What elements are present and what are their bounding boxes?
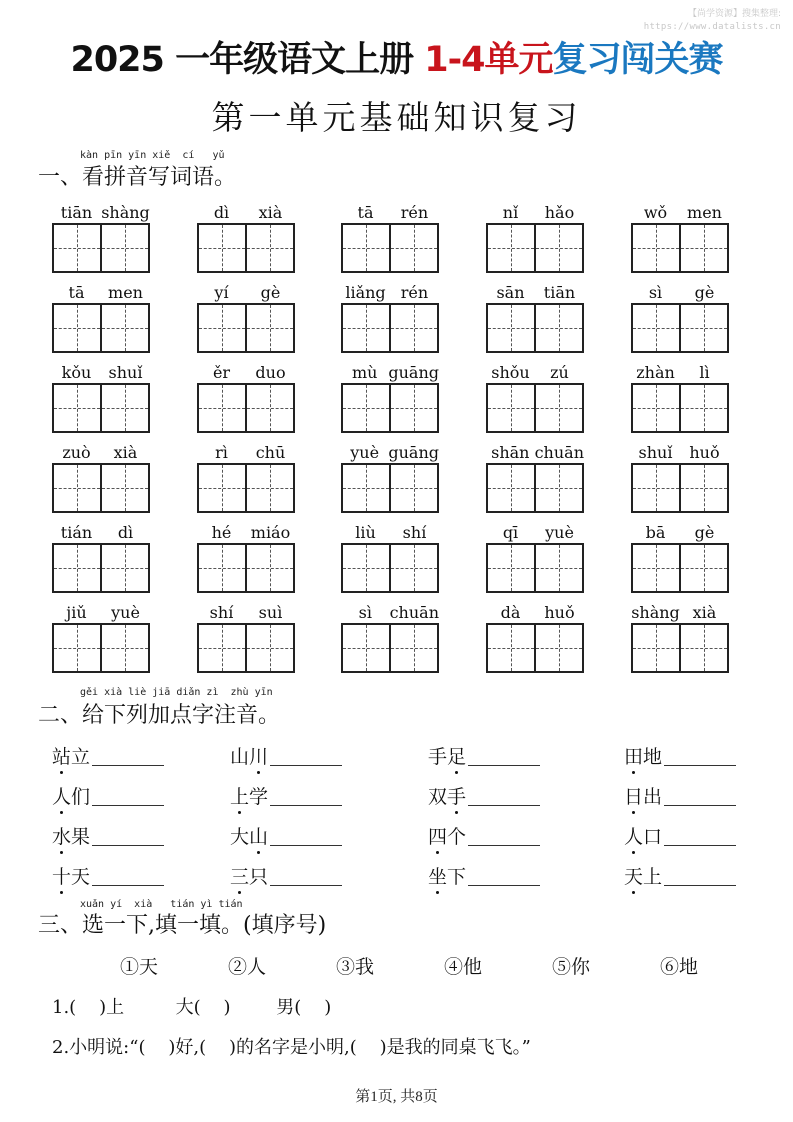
syllable: rì: [215, 443, 228, 462]
writing-boxes[interactable]: [631, 543, 729, 593]
tianzige-box[interactable]: [679, 625, 727, 671]
word-pinyin: [486, 523, 584, 543]
writing-boxes[interactable]: [52, 463, 150, 513]
writing-boxes[interactable]: [52, 223, 150, 273]
tianzige-box[interactable]: [488, 225, 534, 271]
syllable: dì: [213, 203, 230, 222]
writing-boxes[interactable]: [486, 383, 584, 433]
syllable: kǒu: [61, 363, 92, 382]
syllable: lì: [699, 363, 710, 382]
tianzige-box[interactable]: [343, 465, 389, 511]
syllable: xià: [258, 203, 283, 222]
phonetic-item: [230, 785, 342, 809]
tianzige-box[interactable]: [54, 625, 100, 671]
writing-boxes[interactable]: [486, 543, 584, 593]
syllable: tā: [357, 203, 374, 222]
phonetic-item: [624, 745, 736, 769]
answer-blank[interactable]: [270, 826, 342, 846]
word-pinyin: [341, 523, 439, 543]
dotted-character: 手: [447, 786, 467, 808]
section2-pinyin: gěi xià liè jiā diǎn zì zhù yīn: [80, 687, 273, 698]
section2-title: 二、给下列加点字注音。: [38, 703, 281, 728]
word-pinyin: [197, 283, 295, 303]
tianzige-box[interactable]: [199, 625, 245, 671]
tianzige-box[interactable]: [54, 385, 100, 431]
writing-boxes[interactable]: [486, 463, 584, 513]
phonetic-item: [230, 825, 342, 849]
tianzige-box[interactable]: [245, 225, 293, 271]
tianzige-box[interactable]: [679, 305, 727, 351]
tianzige-box[interactable]: [534, 625, 582, 671]
syllable: rén: [400, 283, 429, 302]
dotted-character: 四: [428, 826, 448, 848]
tianzige-box[interactable]: [389, 465, 437, 511]
syllable: huǒ: [544, 603, 575, 622]
option-2: ②人: [228, 956, 267, 978]
writing-boxes[interactable]: [341, 383, 439, 433]
syllable: shān: [491, 443, 530, 462]
phonetic-item: [428, 825, 540, 849]
tianzige-box[interactable]: [343, 305, 389, 351]
character: 双: [428, 786, 448, 808]
dotted-character: 日: [624, 786, 644, 808]
tianzige-box[interactable]: [245, 545, 293, 591]
phonetic-item: [428, 865, 540, 889]
writing-boxes[interactable]: [197, 223, 295, 273]
section1-pinyin: kàn pīn yīn xiě cí yǔ: [80, 150, 225, 161]
word-pinyin: [52, 363, 150, 383]
tianzige-box[interactable]: [679, 545, 727, 591]
tianzige-box[interactable]: [199, 545, 245, 591]
syllable: nǐ: [502, 203, 519, 222]
watermark: [644, 8, 781, 34]
tianzige-box[interactable]: [389, 625, 437, 671]
tianzige-box[interactable]: [534, 305, 582, 351]
word-pinyin: [197, 523, 295, 543]
word-pinyin: [631, 443, 729, 463]
tianzige-box[interactable]: [100, 385, 148, 431]
question-1[interactable]: 1.( )上 大( ) 男( ): [52, 997, 332, 1018]
syllable: guāng: [388, 363, 439, 382]
syllable: bā: [645, 523, 666, 542]
page-title: [0, 38, 793, 82]
writing-boxes[interactable]: [486, 303, 584, 353]
syllable: zhàn: [636, 363, 675, 382]
syllable: mù: [351, 363, 378, 382]
tianzige-box[interactable]: [54, 465, 100, 511]
writing-boxes[interactable]: [197, 543, 295, 593]
writing-boxes[interactable]: [341, 543, 439, 593]
phonetic-item: [428, 745, 540, 769]
syllable: shàng: [101, 203, 150, 222]
syllable: men: [687, 203, 722, 222]
dotted-character: 田: [624, 746, 644, 768]
watermark-url: https://www.datalists.cn: [643, 22, 781, 32]
tianzige-box[interactable]: [199, 225, 245, 271]
phonetic-item: [52, 865, 164, 889]
option-4: ④他: [444, 956, 483, 978]
writing-boxes[interactable]: [52, 623, 150, 673]
tianzige-box[interactable]: [245, 465, 293, 511]
dotted-character: 水: [52, 826, 72, 848]
syllable: huǒ: [689, 443, 720, 462]
syllable: gè: [694, 283, 715, 302]
word-pinyin: [486, 363, 584, 383]
syllable: xià: [113, 443, 138, 462]
section3-pinyin: xuǎn yí xià tián yì tián: [80, 899, 243, 910]
syllable: xià: [692, 603, 717, 622]
tianzige-box[interactable]: [488, 545, 534, 591]
word-pinyin: [197, 203, 295, 223]
character: 学: [249, 786, 269, 808]
question-2[interactable]: 2.小明说:“( )好,( )的名字是小明,( )是我的同桌飞飞。”: [52, 1037, 531, 1058]
tianzige-box[interactable]: [679, 225, 727, 271]
word-pinyin: [631, 283, 729, 303]
character: 下: [447, 866, 467, 888]
syllable: qī: [502, 523, 519, 542]
syllable: yuè: [350, 443, 380, 462]
tianzige-box[interactable]: [534, 545, 582, 591]
syllable: ěr: [212, 363, 231, 382]
answer-blank[interactable]: [92, 786, 164, 806]
tianzige-box[interactable]: [389, 225, 437, 271]
tianzige-box[interactable]: [199, 305, 245, 351]
phonetic-item: [428, 785, 540, 809]
dotted-character: 人: [52, 786, 72, 808]
syllable: duo: [255, 363, 286, 382]
syllable: tiān: [60, 203, 93, 222]
phonetic-item: [624, 865, 736, 889]
syllable: jiǔ: [66, 603, 87, 622]
syllable: sì: [648, 283, 663, 302]
answer-blank[interactable]: [92, 826, 164, 846]
dotted-character: 山: [249, 826, 269, 848]
tianzige-box[interactable]: [343, 225, 389, 271]
character: 山: [230, 746, 250, 768]
tianzige-box[interactable]: [534, 465, 582, 511]
answer-blank[interactable]: [468, 786, 540, 806]
writing-boxes[interactable]: [631, 303, 729, 353]
tianzige-box[interactable]: [633, 305, 679, 351]
syllable: dì: [117, 523, 134, 542]
tianzige-box[interactable]: [633, 225, 679, 271]
writing-boxes[interactable]: [197, 463, 295, 513]
phonetic-item: [52, 745, 164, 769]
word-pinyin: [486, 203, 584, 223]
tianzige-box[interactable]: [488, 465, 534, 511]
syllable: wǒ: [643, 203, 668, 222]
writing-boxes[interactable]: [631, 223, 729, 273]
tianzige-box[interactable]: [100, 625, 148, 671]
answer-blank[interactable]: [92, 866, 164, 886]
answer-blank[interactable]: [664, 866, 736, 886]
syllable: rén: [400, 203, 429, 222]
phonetic-item: [624, 785, 736, 809]
character: 口: [643, 826, 663, 848]
word-pinyin: [197, 363, 295, 383]
syllable: shàng: [631, 603, 680, 622]
page-number: 第1页, 共8页: [355, 1089, 438, 1105]
answer-blank[interactable]: [468, 866, 540, 886]
character: 们: [71, 786, 91, 808]
syllable: sì: [358, 603, 372, 622]
syllable: chuān: [534, 443, 584, 462]
title-grade: 2025 一年级语文上册: [70, 40, 425, 80]
syllable: sān: [496, 283, 525, 302]
tianzige-box[interactable]: [488, 305, 534, 351]
tianzige-box[interactable]: [633, 545, 679, 591]
syllable: shǒu: [491, 363, 530, 382]
writing-boxes[interactable]: [197, 303, 295, 353]
answer-blank[interactable]: [270, 786, 342, 806]
syllable: tián: [60, 523, 93, 542]
option-5: ⑤你: [552, 956, 591, 978]
character: 上: [643, 866, 663, 888]
syllable: shuǐ: [108, 363, 143, 382]
word-pinyin: [631, 523, 729, 543]
syllable: chuān: [389, 603, 439, 622]
answer-blank[interactable]: [92, 746, 164, 766]
dotted-character: 坐: [428, 866, 448, 888]
tianzige-box[interactable]: [54, 305, 100, 351]
tianzige-box[interactable]: [100, 465, 148, 511]
syllable: hǎo: [544, 203, 575, 222]
syllable: shí: [402, 523, 427, 542]
character: 个: [447, 826, 467, 848]
character: 出: [643, 786, 663, 808]
word-pinyin: [631, 603, 729, 623]
syllable: yuè: [545, 523, 574, 542]
tianzige-box[interactable]: [633, 385, 679, 431]
syllable: gè: [694, 523, 715, 542]
writing-boxes[interactable]: [631, 463, 729, 513]
tianzige-box[interactable]: [633, 625, 679, 671]
character: 果: [71, 826, 91, 848]
option-6: ⑥地: [660, 956, 699, 978]
word-pinyin: [52, 443, 150, 463]
dotted-character: 天: [624, 866, 644, 888]
phonetic-item: [230, 865, 342, 889]
word-pinyin: [52, 603, 150, 623]
dotted-character: 足: [447, 746, 467, 768]
syllable: suì: [258, 603, 283, 622]
tianzige-box[interactable]: [245, 625, 293, 671]
dotted-character: 十: [52, 866, 72, 888]
word-pinyin: [341, 363, 439, 383]
option-1: ①天: [120, 956, 159, 978]
word-pinyin: [52, 523, 150, 543]
tianzige-box[interactable]: [100, 545, 148, 591]
word-pinyin: [341, 203, 439, 223]
option-3: ③我: [336, 956, 375, 978]
word-pinyin: [486, 283, 584, 303]
title-units: 1-4单元: [424, 40, 553, 80]
word-pinyin: [631, 363, 729, 383]
writing-boxes[interactable]: [631, 383, 729, 433]
character: 立: [71, 746, 91, 768]
word-pinyin: [341, 283, 439, 303]
writing-boxes[interactable]: [52, 383, 150, 433]
phonetic-item: [230, 745, 342, 769]
writing-boxes[interactable]: [486, 623, 584, 673]
answer-blank[interactable]: [664, 746, 736, 766]
tianzige-box[interactable]: [343, 625, 389, 671]
syllable: yuè: [111, 603, 140, 622]
watermark-source: 【尚学资源】搜集整理:: [687, 9, 781, 19]
tianzige-box[interactable]: [488, 625, 534, 671]
syllable: dà: [500, 603, 521, 622]
answer-blank[interactable]: [664, 826, 736, 846]
phonetic-item: [52, 825, 164, 849]
writing-boxes[interactable]: [52, 543, 150, 593]
tianzige-box[interactable]: [534, 385, 582, 431]
word-pinyin: [52, 283, 150, 303]
tianzige-box[interactable]: [389, 545, 437, 591]
answer-blank[interactable]: [270, 746, 342, 766]
word-pinyin: [197, 443, 295, 463]
writing-boxes[interactable]: [486, 223, 584, 273]
tianzige-box[interactable]: [679, 385, 727, 431]
syllable: tiān: [543, 283, 576, 302]
answer-blank[interactable]: [468, 746, 540, 766]
word-pinyin: [52, 203, 150, 223]
character: 地: [643, 746, 663, 768]
writing-boxes[interactable]: [631, 623, 729, 673]
tianzige-box[interactable]: [245, 385, 293, 431]
syllable: shuǐ: [638, 443, 673, 462]
syllable: tā: [68, 283, 85, 302]
syllable: yí: [214, 283, 229, 302]
tianzige-box[interactable]: [54, 225, 100, 271]
word-pinyin: [341, 603, 439, 623]
character: 只: [249, 866, 269, 888]
word-pinyin: [197, 603, 295, 623]
tianzige-box[interactable]: [343, 545, 389, 591]
word-pinyin: [341, 443, 439, 463]
word-pinyin: [486, 443, 584, 463]
writing-boxes[interactable]: [197, 623, 295, 673]
tianzige-box[interactable]: [199, 465, 245, 511]
syllable: men: [108, 283, 143, 302]
writing-boxes[interactable]: [341, 223, 439, 273]
writing-boxes[interactable]: [341, 463, 439, 513]
character: 大: [230, 826, 250, 848]
tianzige-box[interactable]: [633, 465, 679, 511]
dotted-character: 人: [624, 826, 644, 848]
tianzige-box[interactable]: [679, 465, 727, 511]
tianzige-box[interactable]: [534, 225, 582, 271]
syllable: miáo: [250, 523, 291, 542]
tianzige-box[interactable]: [199, 385, 245, 431]
dotted-character: 站: [52, 746, 72, 768]
answer-blank[interactable]: [664, 786, 736, 806]
syllable: liǎng: [345, 283, 386, 302]
syllable: hé: [211, 523, 232, 542]
word-pinyin: [486, 603, 584, 623]
phonetic-item: [624, 825, 736, 849]
tianzige-box[interactable]: [100, 305, 148, 351]
character: 天: [71, 866, 91, 888]
syllable: zuò: [62, 443, 91, 462]
section3-title: 三、选一下,填一填。(填序号): [38, 913, 327, 938]
tianzige-box[interactable]: [245, 305, 293, 351]
tianzige-box[interactable]: [389, 385, 437, 431]
tianzige-box[interactable]: [343, 385, 389, 431]
tianzige-box[interactable]: [54, 545, 100, 591]
answer-blank[interactable]: [270, 866, 342, 886]
tianzige-box[interactable]: [389, 305, 437, 351]
answer-blank[interactable]: [468, 826, 540, 846]
syllable: guāng: [388, 443, 439, 462]
word-pinyin: [631, 203, 729, 223]
dotted-character: 川: [249, 746, 269, 768]
phonetic-item: [52, 785, 164, 809]
writing-boxes[interactable]: [52, 303, 150, 353]
syllable: gè: [260, 283, 281, 302]
dotted-character: 上: [230, 786, 250, 808]
title-contest: 复习闯关赛: [552, 40, 723, 80]
section1-title: 一、看拼音写词语。: [38, 165, 237, 190]
page-subtitle: 第一单元基础知识复习: [211, 98, 582, 137]
tianzige-box[interactable]: [488, 385, 534, 431]
syllable: chū: [255, 443, 286, 462]
tianzige-box[interactable]: [100, 225, 148, 271]
character: 手: [428, 746, 448, 768]
writing-boxes[interactable]: [197, 383, 295, 433]
syllable: shí: [209, 603, 234, 622]
writing-boxes[interactable]: [341, 623, 439, 673]
dotted-character: 三: [230, 866, 250, 888]
writing-boxes[interactable]: [341, 303, 439, 353]
syllable: liù: [355, 523, 376, 542]
syllable: zú: [550, 363, 569, 382]
